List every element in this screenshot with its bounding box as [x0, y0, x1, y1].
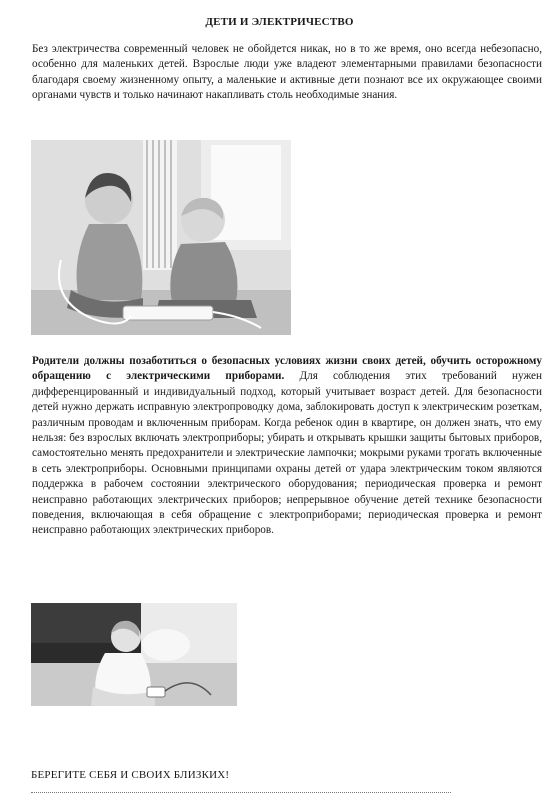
cut-off-text-line: [31, 792, 451, 793]
main-lead-text: Родители должны позаботиться о безопасных условиях жизни своих детей, обучить осторожному обращению с электрическими приборами.: [32, 355, 542, 383]
main-body-text: Для соблюдения этих требований нужен дифференцированный и индивидуальный подход, который учитывает возраст детей. Для безопасности детей нужно держать исправную электропроводку дома, заблокировать доступ к электрическим розеткам, различным проводам и включенным приборам. Когда ребенок один в квартире, он должен знать, что ему нельзя: без взрослых включать электроприборы; убирать и открывать крышки защиты бытовых приборов, самостоятельно менять предохранители и электрические лампочки; мокрыми руками трогать включенные в сеть электроприборы. Основными принципами охраны детей от удара электрическим током являются поддержка в рабочем состоянии электрического оборудования; периодическая проверка и ремонт неисправно работающих электрических приборов; непрерывное обучение детей технике безопасности поведения, включающая в себя обращение с электроприборами; периодическая проверка и ремонт неисправно работающих электрических приборов.: [32, 370, 543, 537]
document-title: ДЕТИ И ЭЛЕКТРИЧЕСТВО: [205, 16, 354, 28]
children-with-power-strip-photo: [31, 140, 291, 335]
child-with-plug-photo: [31, 603, 237, 706]
main-paragraph: [32, 354, 542, 539]
closing-slogan: БЕРЕГИТЕ СЕБЯ И СВОИХ БЛИЗКИХ!: [31, 769, 230, 781]
intro-paragraph: Без электричества современный человек не обойдется никак, но в то же время, оно всегда небезопасно, особенно для маленьких детей. Взрослые люди уже владеют элементарными правилами безопасности благодаря своему жизненному опыту, а маленькие и активные дети познают все их окружающее своими органами чувств и только начинают накапливать столь необходимые знания.: [32, 43, 542, 102]
